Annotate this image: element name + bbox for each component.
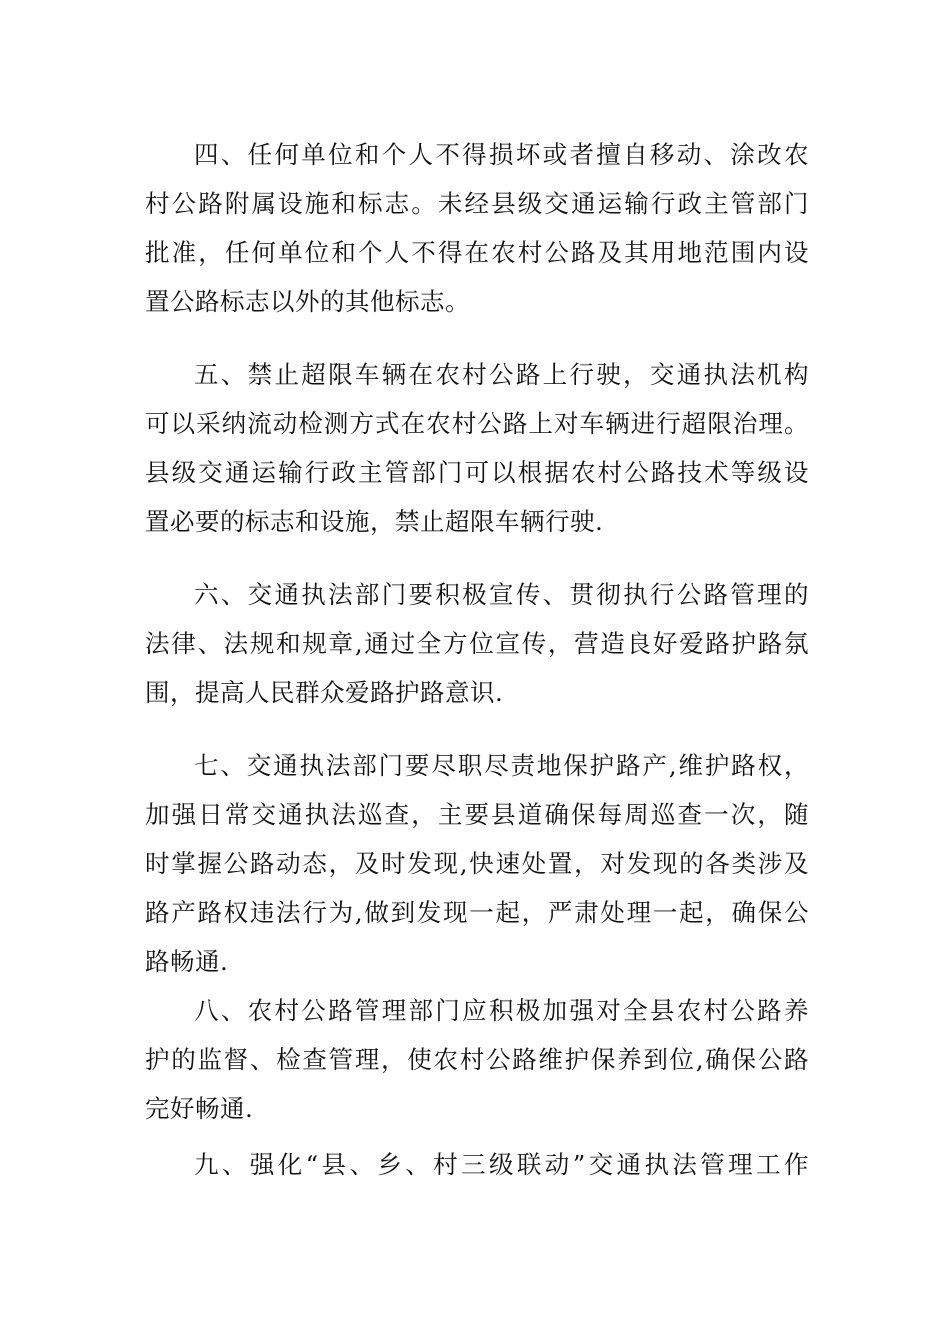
paragraph-line: 加强日常交通执法巡查，主要县道确保每周巡查一次，随 — [145, 800, 809, 829]
paragraph-line: 时掌握公路动态，及时发现,快速处置，对发现的各类涉及 — [145, 849, 809, 878]
paragraph-line: 置必要的标志和设施，禁止超限车辆行驶. — [145, 507, 604, 536]
paragraph-line: 批准，任何单位和个人不得在农村公路及其用地范围内设 — [145, 238, 809, 267]
paragraph-line: 护的监督、检查管理，使农村公路维护保养到位,确保公路 — [145, 1045, 809, 1074]
paragraph-line: 围，提高人民群众爱路护路意识. — [145, 678, 504, 707]
paragraph-line: 六、交通执法部门要积极宣传、贯彻执行公路管理的 — [194, 580, 809, 609]
paragraph-4 — [145, 130, 809, 326]
paragraph-line: 法律、法规和规章,通过全方位宣传，营造良好爱路护路氛 — [145, 629, 809, 658]
paragraph-line: 置公路标志以外的其他标志。 — [145, 287, 470, 316]
paragraph-line: 县级交通运输行政主管部门可以根据农村公路技术等级设 — [145, 458, 809, 487]
paragraph-line: 九、强化“县、乡、村三级联动”交通执法管理工作 — [194, 1150, 809, 1179]
paragraph-9 — [145, 1140, 809, 1189]
paragraph-line: 路产路权违法行为,做到发现一起，严肃处理一起，确保公 — [145, 898, 809, 927]
paragraph-line: 五、禁止超限车辆在农村公路上行驶，交通执法机构 — [194, 360, 809, 389]
paragraph-line: 路畅通. — [145, 947, 229, 976]
paragraph-line: 完好畅通. — [145, 1094, 254, 1123]
paragraph-5 — [145, 350, 809, 546]
paragraph-line: 七、交通执法部门要尽职尽责地保护路产,维护路权， — [194, 751, 809, 780]
paragraph-line: 八、农村公路管理部门应积极加强对全县农村公路养 — [194, 996, 809, 1025]
paragraph-7 — [145, 741, 809, 986]
paragraph-line: 可以采纳流动检测方式在农村公路上对车辆进行超限治理。 — [145, 409, 809, 438]
paragraph-line: 四、任何单位和个人不得损坏或者擅自移动、涂改农 — [194, 140, 809, 169]
paragraph-6 — [145, 570, 809, 717]
paragraph-line: 村公路附属设施和标志。未经县级交通运输行政主管部门 — [145, 189, 809, 218]
paragraph-8 — [145, 986, 809, 1133]
